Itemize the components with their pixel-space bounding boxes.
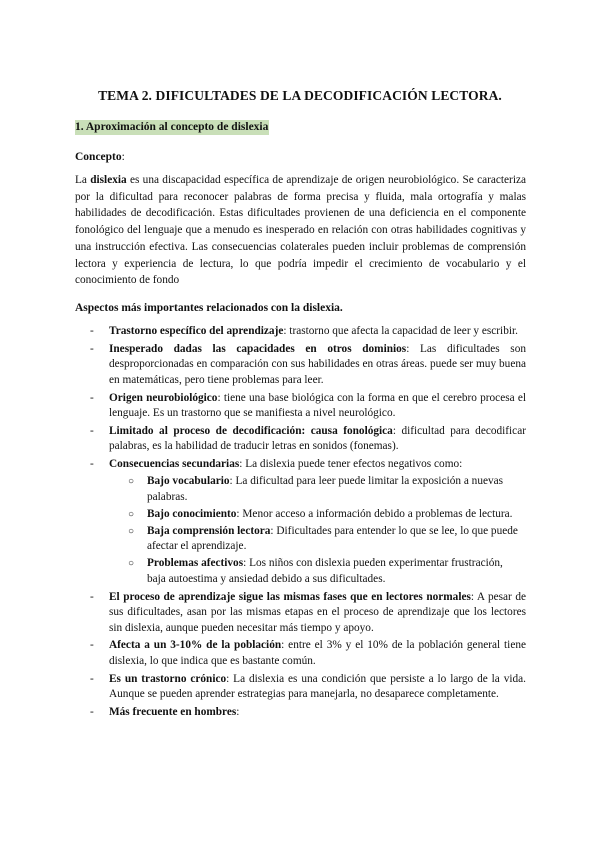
section-heading-highlight: 1. Aproximación al concepto de dislexia [75, 121, 269, 133]
concept-label [75, 151, 125, 163]
dash-bullet: - [90, 672, 94, 685]
aspect-text: : entre el 3% y el 10% de la población general tiene dislexia, lo que indica que es bastante común. [109, 639, 526, 667]
section-heading [75, 121, 269, 133]
consequence-sublist-item [128, 524, 522, 555]
aspect-text: : La dislexia es una condición que persiste a lo largo de la vida. Aunque se pueden aprender estrategias para manejarla, no desaparece completamente. [109, 672, 526, 701]
aspect-bold-term: El proceso de aprendizaje sigue las mismas fases que en lectores normales [109, 590, 471, 603]
aspect-list-item [90, 391, 526, 422]
page-title: TEMA 2. DIFICULTADES DE LA DECODIFICACIÓN LECTORA. [98, 88, 502, 103]
consequence-bold-term: Bajo conocimiento [147, 507, 237, 520]
aspects-heading: Aspectos más importantes relacionados con la dislexia. [75, 302, 343, 314]
aspect-list-item [90, 672, 526, 703]
aspect-text: : dificultad para decodificar palabras, es la habilidad de traducir letras en sonidos (fonemas). [109, 424, 526, 453]
aspect-text: : trastorno que afecta la capacidad de leer y escribir. [283, 325, 518, 337]
dash-bullet: - [90, 325, 94, 337]
paragraph-prefix: La [75, 174, 91, 186]
aspect-bold-term: Inesperado dadas las capacidades en otros dominios [109, 342, 407, 355]
aspect-bold-term: Es un trastorno crónico [109, 672, 227, 685]
aspect-bold-term: Afecta a un 3-10% de la población [109, 639, 282, 652]
aspect-list-item [90, 457, 526, 587]
aspect-bold-term: Más frecuente en hombres [109, 705, 237, 718]
circle-bullet-icon: ○ [128, 558, 135, 570]
consequence-text: : Menor acceso a información debido a problemas de lectura. [236, 507, 513, 520]
aspect-list-item [90, 424, 526, 455]
consequence-sublist-item [128, 507, 522, 523]
consequences-sublist [109, 474, 526, 587]
consequence-sublist-item [128, 556, 522, 587]
definition-paragraph [75, 172, 526, 289]
dash-bullet: - [90, 639, 94, 652]
consequence-bold-term: Baja comprensión lectora [147, 524, 271, 537]
aspect-bold-term: Limitado al proceso de decodificación: causa fonológica [109, 424, 393, 437]
dash-bullet: - [90, 458, 94, 471]
consequence-text: : La dificultad para leer puede limitar la exposición a nuevas palabras. [147, 475, 504, 503]
aspect-text: : tiene una base biológica con la forma en que el cerebro procesa el lenguaje. Es un trastorno que se manifiesta a nivel neurológico. [109, 391, 526, 420]
aspect-list-item [90, 590, 526, 637]
circle-bullet-icon: ○ [128, 525, 135, 537]
aspect-list-item [90, 342, 526, 389]
concept-label-colon: : [121, 151, 125, 163]
aspect-bold-term: Trastorno específico del aprendizaje [109, 325, 284, 337]
consequence-bold-term: Problemas afectivos [147, 557, 244, 570]
aspect-list-item [90, 705, 526, 721]
aspect-list-item [90, 638, 526, 669]
consequence-bold-term: Bajo vocabulario [147, 475, 230, 488]
concept-label-bold: Concepto [75, 151, 122, 163]
dash-bullet: - [90, 424, 94, 437]
aspect-text: : [236, 705, 240, 718]
consequence-text: : Dificultades para entender lo que se lee, lo que puede afectar el aprendizaje. [147, 524, 518, 553]
consequence-text: : Los niños con dislexia pueden experimentar frustración, baja autoestima y ansiedad debido a sus dificultades. [147, 557, 503, 585]
aspect-text: : Las dificultades son desproporcionadas en comparación con sus habilidades en otras áreas. puede ser muy buena en matemáticas, pero tiene problemas para leer. [109, 342, 526, 386]
paragraph-bold-term: dislexia [90, 174, 127, 186]
aspect-text: : La dislexia puede tener efectos negativos como: [239, 458, 463, 471]
dash-bullet: - [90, 705, 94, 718]
dash-bullet: - [90, 590, 94, 603]
aspect-bold-term: Origen neurobiológico [109, 391, 218, 404]
aspect-bold-term: Consecuencias secundarias [109, 458, 240, 471]
circle-bullet-icon: ○ [128, 508, 135, 520]
dash-bullet: - [90, 391, 94, 404]
consequence-sublist-item [128, 474, 522, 505]
dash-bullet: - [90, 342, 94, 355]
aspect-list-item [90, 324, 526, 340]
aspects-list [90, 324, 526, 723]
paragraph-body: es una discapacidad específica de aprendizaje de origen neurobiológico. Se caracteriza por la dificultad para reconocer palabras de forma precisa y fluida, mala ortografía y malas habilidades de decodificación. Estas dificultades provienen de una deficiencia en el componente fonológico del lenguaje que a menudo es inesperado en relación con otras habilidades cognitivas y una instrucción efectiva. Las consecuencias colaterales pueden incluir problemas de comprensión lectora y experiencia de lectura, lo que podría impedir el crecimiento de vocabulario y el conocimiento de fondo [75, 174, 526, 287]
circle-bullet-icon: ○ [128, 476, 135, 488]
aspect-text: : A pesar de sus dificultades, asan por las mismas etapas en el proceso de aprendizaje que los lectores sin dislexia, aunque pueden necesitar más tiempo y apoyo. [109, 590, 526, 634]
